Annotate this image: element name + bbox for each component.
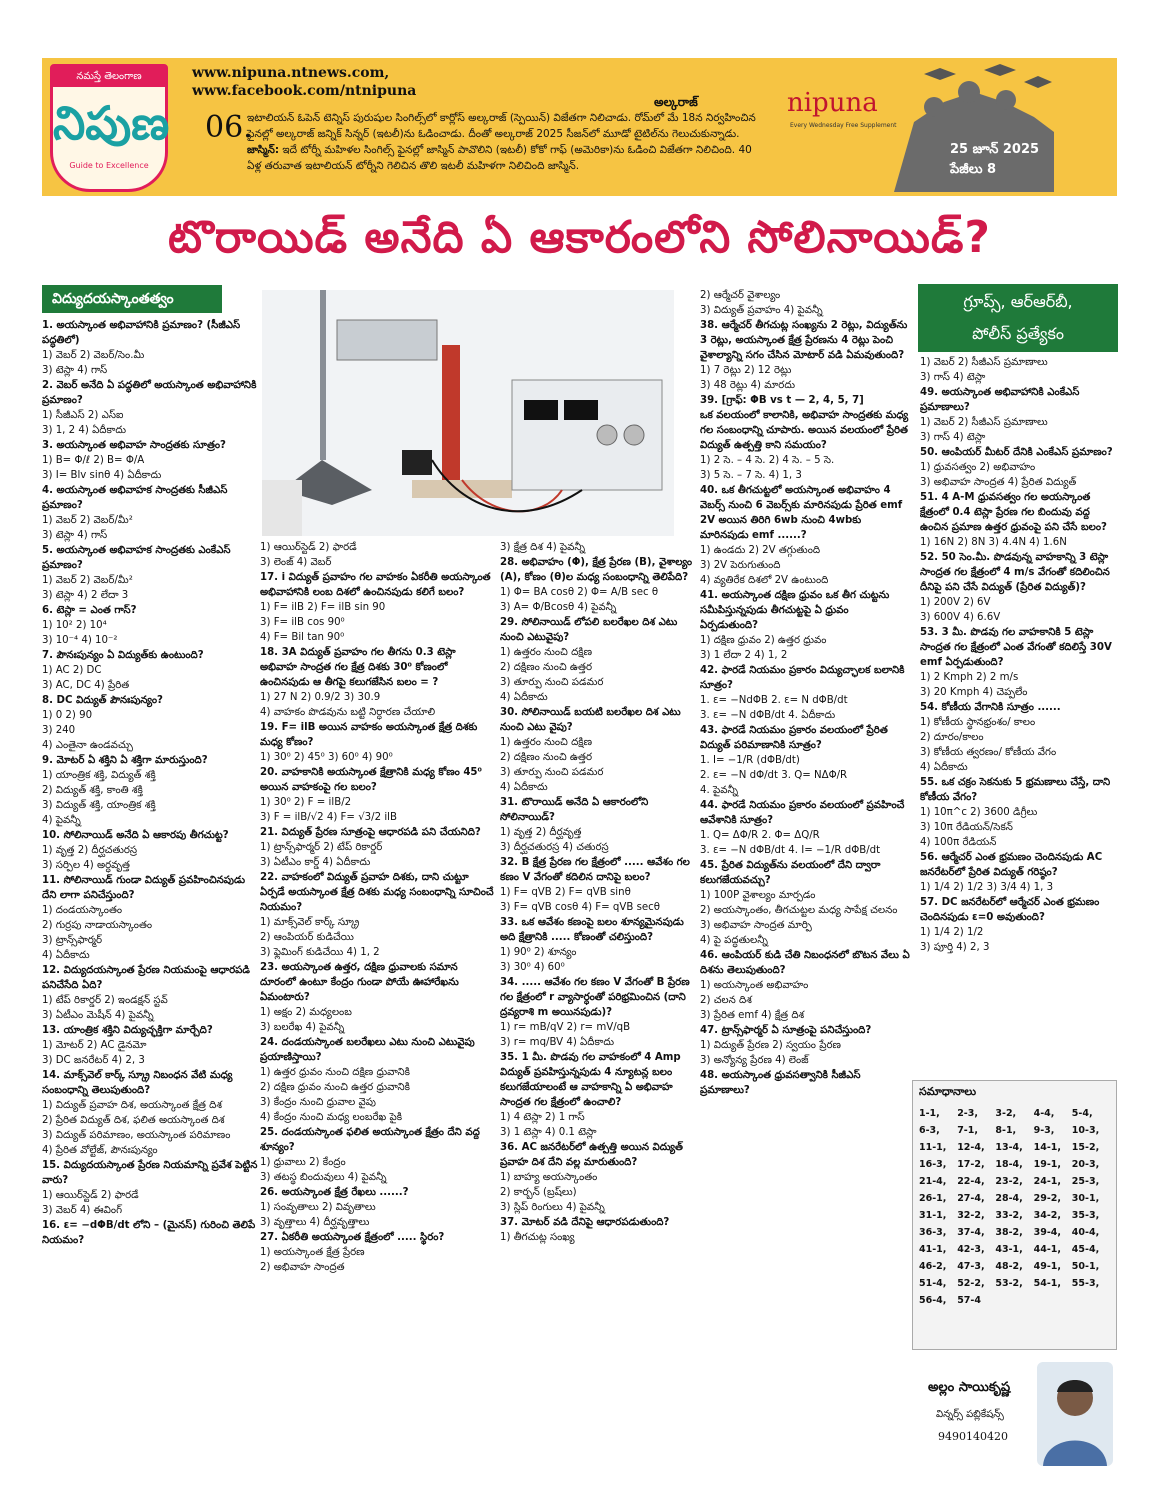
option-text: 1) వృత్త 2) దీర్ఘవృత్త bbox=[500, 827, 582, 838]
option-text: 1. Q= ΔΦ/R 2. Φ= ΔQ/R bbox=[700, 830, 820, 841]
question-text: ఒక వలయంలో కాలానికి, అభివాహ సాంద్రతకు మధ్య గల సంబంధాన్ని చూపారు. అయిన వలయంలో ప్రేరిత విద్యుత్ ఉత్పత్తి కాని సమయం? bbox=[700, 410, 909, 451]
option-text: 3) 600V 4) 6.6V bbox=[920, 612, 1001, 623]
special-label-line-1: గ్రూప్స్, ఆర్ఆర్‌బీ, bbox=[963, 292, 1073, 311]
question-text: 45. ప్రేరిత విద్యుత్‌ను వలయంలో దేని ద్వారా కలుగజేయవచ్చు? bbox=[700, 860, 881, 886]
brand-name: nipuna bbox=[787, 88, 878, 118]
option-text: 3) 48 రెట్లు 4) మారదు bbox=[700, 380, 796, 391]
option-text: 1) F= qVB 2) F= qVB sinθ bbox=[500, 887, 631, 898]
option-text: 3) సర్పిల 4) అర్ధవృత్త bbox=[42, 860, 130, 871]
option-text: 1) 1/4 2) 1/2 bbox=[920, 927, 984, 938]
questions-column-2 bbox=[260, 540, 496, 1470]
questions-column-5 bbox=[920, 355, 1118, 1070]
question-text: 41. అయస్కాంత దక్షిణ ధ్రువం ఒక తీగ చుట్టను సమీపిస్తున్నపుడు తీగచుట్టపై ఏ ధ్రువం ఏర్పడుతుంది? bbox=[700, 590, 890, 631]
option-text: 3) 240 bbox=[42, 725, 76, 736]
option-text: 2) ఆంపియర్ కుడిచేయి bbox=[260, 932, 354, 943]
option-text: 2) కార్బన్ (బ్రష్‌లు) bbox=[500, 1187, 577, 1198]
section-label: విద్యుదయస్కాంతత్వం bbox=[42, 285, 222, 313]
option-text: 1) 1/4 2) 1/2 3) 3/4 4) 1, 3 bbox=[920, 882, 1054, 893]
option-text: 3) 5 సె. – 7 సె. 4) 1, 3 bbox=[700, 470, 802, 481]
answer-item: 48-2, bbox=[995, 1261, 1023, 1272]
question-text: 3. అయస్కాంత అభివాహ సాంద్రతకు సూత్రం? bbox=[42, 440, 226, 451]
questions-column-1 bbox=[42, 318, 260, 1468]
option-text: 3) దీర్ఘచతురస్ర 4) చతురస్ర bbox=[500, 842, 609, 853]
option-text: 3) టెస్లా 4) గాస్ bbox=[42, 365, 108, 376]
option-text: 1) మోటర్ 2) AC డైనమో bbox=[42, 1040, 147, 1051]
question-text: 51. 4 A-M ధ్రువసత్వం గల అయస్కాంత క్షేత్రంలో 0.4 టెస్లా ప్రేరణ గల బిందువు వద్ద ఉంచిన ప్రమాణ ఉత్తర ధ్రువంపై పని చేసే బలం? bbox=[920, 492, 1107, 533]
option-text: 4) 100π రేడియన్ bbox=[920, 837, 997, 848]
option-text: 3) విద్యుత్ శక్తి, యాంత్రిక శక్తి bbox=[42, 800, 156, 811]
option-text: 1) 0 2) 90 bbox=[42, 710, 93, 721]
option-text: 3) లెంజ్ 4) వెబర్ bbox=[260, 557, 332, 568]
option-text: 3) DC జనరేటర్ 4) 2, 3 bbox=[42, 1055, 145, 1066]
nipuna-logo bbox=[50, 64, 168, 192]
option-text: 1) మాక్స్‌వెల్ కార్క్ స్క్రూ bbox=[260, 917, 360, 928]
answer-item: 19-1, bbox=[1033, 1159, 1061, 1170]
answer-item: 12-4, bbox=[957, 1142, 985, 1153]
answer-item: 5-4, bbox=[1071, 1108, 1093, 1119]
answer-item: 26-1, bbox=[919, 1193, 947, 1204]
date-text: 25 జూన్ 2025 bbox=[950, 142, 1040, 157]
question-text: 7. పౌనఃపున్యం ఏ విద్యుత్‌కు ఉంటుంది? bbox=[42, 650, 204, 661]
option-text: 1) B= Φ/ℓ 2) B= Φ/A bbox=[42, 455, 145, 466]
option-text: 3) ఏటీఎం మెషీన్ 4) పైవన్నీ bbox=[42, 1010, 154, 1021]
option-text: 2) దక్షిణం నుంచి ఉత్తర bbox=[500, 662, 593, 673]
answer-item: 43-1, bbox=[995, 1244, 1023, 1255]
answer-item: 39-4, bbox=[1033, 1227, 1061, 1238]
answer-item: 20-3, bbox=[1071, 1159, 1100, 1170]
question-text: 20. వాహకానికి అయస్కాంత క్షేత్రానికి మధ్య కోణం 45⁰ అయిన వాహకంపై గల బలం? bbox=[260, 767, 482, 793]
answer-item: 40-4, bbox=[1071, 1227, 1100, 1238]
person-icon bbox=[1037, 1362, 1113, 1466]
option-text: 4) ఏదీకాదు bbox=[42, 950, 90, 961]
special-label-box bbox=[918, 284, 1118, 352]
option-text: 1) F= ilB 2) F= ilB sin 90 bbox=[260, 602, 386, 613]
option-text: 3) ఏటీఎం కార్డ్ 4) ఏదీకాదు bbox=[260, 857, 371, 868]
answer-item: 45-4, bbox=[1071, 1244, 1100, 1255]
answer-item: 42-3, bbox=[957, 1244, 985, 1255]
option-text: 3) ప్రేరిత emf 4) క్షేత్ర దిశ bbox=[700, 1010, 805, 1021]
option-text: 3. ε= −N dΦB/dt 4. I= −1/R dΦB/dt bbox=[700, 845, 881, 856]
option-text: 3) AC, DC 4) ప్రేరిత bbox=[42, 680, 130, 691]
option-text: 3) 10⁻⁴ 4) 10⁻² bbox=[42, 635, 118, 646]
question-text: 14. మాక్స్‌వెల్ కార్క్ స్క్రూ నిబంధన వేటి మధ్య సంబంధాన్ని తెలుపుతుంది? bbox=[42, 1070, 233, 1096]
question-text: 10. సోలినాయిడ్ అనేది ఏ ఆకారపు తీగచుట్ట? bbox=[42, 830, 229, 841]
option-text: 3) 20 Kmph 4) చెప్పలేం bbox=[920, 687, 1028, 698]
option-text: 3) 1 టెస్లా 4) 0.1 టెస్లా bbox=[500, 1127, 597, 1138]
option-text: 1) ఉండదు 2) 2V తగ్గుతుంది bbox=[700, 545, 821, 556]
answer-item: 9-3, bbox=[1033, 1125, 1055, 1136]
question-text: 27. ఏకరీతి అయస్కాంత క్షేత్రంలో ..... స్థిరం? bbox=[260, 1232, 445, 1243]
answer-item: 38-2, bbox=[995, 1227, 1023, 1238]
option-text: 1) టేప్ రికార్డర్ 2) ఇండక్షన్ స్టవ్ bbox=[42, 995, 168, 1006]
option-text: 2) విద్యుత్ శక్తి, కాంతి శక్తి bbox=[42, 785, 143, 796]
question-text: 47. ట్రాన్స్‌ఫార్మర్ ఏ సూత్రంపై పనిచేస్తుంది? bbox=[700, 1025, 872, 1036]
question-text: 24. దండయస్కాంత బలరేఖలు ఎటు నుంచి ఎటువైపు ప్రయాణిస్తాయి? bbox=[260, 1037, 475, 1063]
option-text: 1) 10π^c 2) 3600 డిగ్రీలు bbox=[920, 807, 1038, 818]
answer-item: 51-4, bbox=[919, 1278, 947, 1289]
question-text: 9. మోటర్ ఏ శక్తిని ఏ శక్తిగా మారుస్తుంది? bbox=[42, 755, 208, 766]
special-label-line-2: పోలీస్ ప్రత్యేకం bbox=[972, 324, 1064, 343]
question-text: 29. సోలినాయిడ్ లోపలి బలరేఖల దిశ ఎటు నుంచి ఎటువైపు? bbox=[500, 617, 678, 643]
answer-item: 15-2, bbox=[1071, 1142, 1100, 1153]
question-text: 13. యాంత్రిక శక్తిని విద్యుచ్ఛక్తిగా మార్చేది? bbox=[42, 1025, 213, 1036]
option-text: 1) ధ్రువాలు 2) కేంద్రం bbox=[260, 1157, 346, 1168]
question-text: 36. AC జనరేటర్‌లో ఉత్పత్తి అయిన విద్యుత్ ప్రవాహ దిశ దేని వల్ల మారుతుంది? bbox=[500, 1142, 683, 1168]
question-text: 15. విద్యుదయస్కాంత ప్రేరణ నియమాన్ని ప్రవేశ పెట్టిన వారు? bbox=[42, 1160, 258, 1186]
option-text: 2. ε= −N dΦ/dt 3. Q= NΔΦ/R bbox=[700, 770, 848, 781]
website-links bbox=[192, 64, 416, 100]
answer-item: 46-2, bbox=[919, 1261, 947, 1272]
option-text: 1) వెబర్ 2) వెబర్/మీ² bbox=[42, 515, 133, 526]
answer-item: 8-1, bbox=[995, 1125, 1017, 1136]
question-text: 57. DC జనరేటర్‌లో ఆర్మేచర్ ఎంత భ్రమణం చెందినపుడు ε=0 అవుతుంది? bbox=[920, 897, 1100, 923]
option-text: 3) అభివాహ సాంద్రత 4) ప్రేరిత విద్యుత్ bbox=[920, 477, 1077, 488]
option-text: 4) కేంద్రం నుంచి మధ్య లంబరేఖ పైకి bbox=[260, 1112, 403, 1123]
questions-column-4 bbox=[700, 288, 910, 1468]
question-text: 42. ఫారడే నియమం ప్రకారం విద్యుచ్ఛాలక బలానికి సూత్రం? bbox=[700, 665, 905, 691]
option-text: 3) తూర్పు నుంచి పడమర bbox=[500, 677, 604, 688]
logo-title: నిపుణ bbox=[53, 96, 170, 150]
option-text: 3) తటస్థ బిందువులు 4) పైవన్నీ bbox=[260, 1172, 387, 1183]
question-text: 5. అయస్కాంత అభివాహక సాంద్రతకు ఎంకేఎస్ ప్రమాణం? bbox=[42, 545, 231, 571]
answer-item: 23-2, bbox=[995, 1176, 1023, 1187]
question-text: 23. అయస్కాంత ఉత్తర, దక్షిణ ధ్రువాలకు సమాన దూరంలో ఉంటూ కేంద్రం గుండా పోయే ఊహారేఖను ఏమంటారు? bbox=[260, 962, 459, 1003]
answer-item: 24-1, bbox=[1033, 1176, 1061, 1187]
answer-item: 49-1, bbox=[1033, 1261, 1061, 1272]
option-text: 3) గాస్ 4) టెస్లా bbox=[920, 432, 986, 443]
answer-item: 57-4 bbox=[957, 1295, 981, 1306]
answer-item: 6-3, bbox=[919, 1125, 940, 1136]
answer-item: 41-1, bbox=[919, 1244, 947, 1255]
option-text: 1) 90⁰ 2) శూన్యం bbox=[500, 947, 577, 958]
news-paragraph-1: ఇటాలియన్ ఓపెన్ టెన్నిస్ పురుషుల సింగిల్స్‌లో కార్లోస్ అల్కరాజ్ (స్పెయిన్) విజేతగా నిలిచాడు. రోమ్‌లో మే 18న నిర్వహించిన ఫైనల్లో అల్కరాజ్ జన్నిక్ సిన్నర్ (ఇటలీ)ను ఓడించాడు. దీంతో అల్కరాజ్ 2025 సీజన్‌లో మూడో టైటిల్‌ను గెలుచుకున్నాడు. bbox=[247, 112, 756, 140]
option-text: 3) F= ilB cos 90⁰ bbox=[260, 617, 345, 628]
option-text: 3) F= qVB cosθ 4) F= qVB secθ bbox=[500, 902, 661, 913]
question-text: 17. i విద్యుత్ ప్రవాహం గల వాహకం ఏకరీతి అయస్కాంత అభివాహానికి లంబ దిశలో ఉంచినపుడు కలిగే బలం? bbox=[260, 572, 491, 598]
question-text: 1. అయస్కాంత అభివాహానికి ప్రమాణం? (సీజీఎస్ పద్ధతిలో) bbox=[42, 320, 241, 346]
option-text: 4) F= Bil tan 90⁰ bbox=[260, 632, 345, 643]
question-text: 18. 3A విద్యుత్ ప్రవాహం గల తీగను 0.3 టెస్లా అభివాహ సాంద్రత గల క్షేత్ర దిశకు 30⁰ కోణంలో ఉంచినపుడు ఆ తీగపై కలుగజేసిన బలం = ? bbox=[260, 647, 456, 688]
brand-tagline: Every Wednesday Free Supplement bbox=[790, 122, 897, 129]
option-text: 1) 10² 2) 10⁴ bbox=[42, 620, 107, 631]
question-text: 28. అభివాహం (Φ), క్షేత్ర ప్రేరణ (B), వైశాల్యం (A), కోణం (θ)ల మధ్య సంబంధాన్ని తెలిపేది? bbox=[500, 557, 693, 583]
option-text: 3) క్షేత్ర దిశ 4) పైవన్నీ bbox=[500, 542, 586, 553]
option-text: 1) అయస్కాంత క్షేత్ర ప్రేరణ bbox=[260, 1247, 365, 1258]
option-text: 1) ట్రాన్స్‌ఫార్మర్ 2) టేప్ రికార్డర్ bbox=[260, 842, 383, 853]
option-text: 1) వెబర్ 2) సీజీఎస్ ప్రమాణాలు bbox=[920, 357, 1048, 368]
answer-item: 56-4, bbox=[919, 1295, 947, 1306]
option-text: 4) వ్యతిరేక దిశలో 2V ఉంటుంది bbox=[700, 575, 829, 586]
question-text: 11. సోలినాయిడ్ గుండా విద్యుత్ ప్రవహించినపుడు దేని లాగా పనిచేస్తుంది? bbox=[42, 875, 246, 901]
answer-item: 25-3, bbox=[1071, 1176, 1100, 1187]
option-text: 2) చలన దిశ bbox=[700, 995, 752, 1006]
option-text: 1) 4 టెస్లా 2) 1 గాస్ bbox=[500, 1112, 585, 1123]
option-text: 1) బాహ్య అయస్కాంతం bbox=[500, 1172, 598, 1183]
option-text: 1) 16N 2) 8N 3) 4.4N 4) 1.6N bbox=[920, 537, 1067, 548]
question-text: 30. సోలినాయిడ్ బయటి బలరేఖల దిశ ఎటు నుంచి ఎటు వైపు? bbox=[500, 707, 681, 733]
issue-date bbox=[950, 140, 1039, 180]
option-text: 3) 1 లేదా 2 4) 1, 2 bbox=[700, 650, 788, 661]
option-text: 3) అన్యోన్య ప్రేరణ 4) లెంజ్ bbox=[700, 1055, 809, 1066]
answers-grid bbox=[919, 1105, 1110, 1309]
option-text: 2) అయస్కాంతం, తీగచుట్టల మధ్య సాపేక్ష చలనం bbox=[700, 905, 898, 916]
option-text: 1) 200V 2) 6V bbox=[920, 597, 991, 608]
question-text: 35. 1 మీ. పొడవు గల వాహకంలో 4 Amp విద్యుత్ ప్రవహిస్తున్నపుడు 4 న్యూటన్ల బలం కలుగజేయాలంటే ఆ వాహకాన్ని ఏ అభివాహ సాంద్రత గల క్షేత్రంలో ఉంచాలి? bbox=[500, 1052, 681, 1108]
option-text: 3) పూర్తి 4) 2, 3 bbox=[920, 942, 990, 953]
question-text: 19. F= ilB అయిన వాహకం అయస్కాంత క్షేత్ర దిశకు మధ్య కోణం? bbox=[260, 722, 478, 748]
option-text: 1) 27 N 2) 0.9/2 3) 30.9 bbox=[260, 692, 381, 703]
option-text: 1) ఆయిర్‌స్టెడ్ 2) ఫారడే bbox=[260, 542, 357, 553]
question-text: 55. ఒక చక్రం సెకనుకు 5 భ్రమణాలు చేస్తే, దాని కోణీయ వేగం? bbox=[920, 777, 1111, 803]
option-text: 1) దక్షిణ ధ్రువం 2) ఉత్తర ధ్రువం bbox=[700, 635, 827, 646]
question-text: 12. విద్యుదయస్కాంత ప్రేరణ నియమంపై ఆధారపడి పనిచేసేది ఏది? bbox=[42, 965, 250, 991]
option-text: 2) గుర్రపు నాడాయస్కాంతం bbox=[42, 920, 153, 931]
option-text: 2) ప్రేరిత విద్యుత్ దిశ, ఫలిత అయస్కాంత దిశ bbox=[42, 1115, 225, 1126]
answer-item: 33-2, bbox=[995, 1210, 1023, 1221]
news-label-2: జాస్మిన్: bbox=[247, 144, 280, 156]
question-text: 54. కోణీయ వేగానికి సూత్రం ...... bbox=[920, 702, 1061, 713]
answer-item: 50-1, bbox=[1071, 1261, 1100, 1272]
website-link[interactable]: www.nipuna.ntnews.com, bbox=[192, 65, 390, 81]
option-text: 4) ప్రేరిత వోల్టేజ్, పౌనఃపున్యం bbox=[42, 1145, 158, 1156]
option-text: 1) 30⁰ 2) 45⁰ 3) 60⁰ 4) 90⁰ bbox=[260, 752, 393, 763]
option-text: 3) A= Φ/Bcosθ 4) పైవన్నీ bbox=[500, 602, 617, 613]
option-text: 3) వెబర్ 4) ఈవింగ్ bbox=[42, 1205, 123, 1216]
option-text: 1) 2 Kmph 2) 2 m/s bbox=[920, 672, 1019, 683]
page-headline: టొరాయిడ్ అనేది ఏ ఆకారంలోని సోలినాయిడ్? bbox=[168, 212, 991, 263]
question-text: 49. అయస్కాంత అభివాహానికి ఎంకేఎస్ ప్రమాణాలు? bbox=[920, 387, 1080, 413]
option-text: 3) టెస్లా 4) గాస్ bbox=[42, 530, 108, 541]
option-text: 3) వృత్తాలు 4) దీర్ఘవృత్తాలు bbox=[260, 1217, 370, 1228]
answer-item: 44-1, bbox=[1033, 1244, 1061, 1255]
answer-item: 52-2, bbox=[957, 1278, 985, 1289]
question-text: 33. ఒక ఆవేశం కణంపై బలం శూన్యమైనపుడు అది క్షేత్రానికి ..... కోణంతో చలిస్తుంది? bbox=[500, 917, 684, 943]
question-text: 44. ఫారడే నియమం ప్రకారం వలయంలో ప్రవహించే ఆవేశానికి సూత్రం? bbox=[700, 800, 905, 826]
option-text: 3) 30⁰ 4) 60⁰ bbox=[500, 962, 565, 973]
answer-item: 54-1, bbox=[1033, 1278, 1061, 1289]
masthead-banner bbox=[42, 58, 1117, 196]
answer-item: 35-3, bbox=[1071, 1210, 1100, 1221]
option-text: 2) దక్షిణం నుంచి ఉత్తర bbox=[500, 752, 593, 763]
answer-item: 7-1, bbox=[957, 1125, 978, 1136]
option-text: 3) 2V పెరుగుతుంది bbox=[700, 560, 781, 571]
answer-item: 27-4, bbox=[957, 1193, 985, 1204]
answer-item: 1-1, bbox=[919, 1108, 940, 1119]
option-text: 1) ఉత్తర ధ్రువం నుంచి దక్షిణ ధ్రువానికి bbox=[260, 1067, 410, 1078]
avatar bbox=[1037, 1362, 1113, 1466]
answer-item: 17-2, bbox=[957, 1159, 985, 1170]
facebook-link[interactable]: www.facebook.com/ntnipuna bbox=[192, 83, 417, 99]
apparatus-photo bbox=[262, 290, 674, 536]
question-text: 8. DC విద్యుత్ పౌనఃపున్యం? bbox=[42, 695, 163, 706]
option-text: 1) ఉత్తరం నుంచి దక్షిణ bbox=[500, 737, 593, 748]
answer-item: 28-4, bbox=[995, 1193, 1023, 1204]
author-name: అల్లం సాయికృష్ణ bbox=[928, 1380, 1011, 1395]
option-text: 3) ఫ్లెమింగ్ కుడిచేయి 4) 1, 2 bbox=[260, 947, 380, 958]
news-brief bbox=[247, 110, 757, 174]
answer-item: 11-1, bbox=[919, 1142, 947, 1153]
answer-item: 10-3, bbox=[1071, 1125, 1100, 1136]
answer-item: 29-2, bbox=[1033, 1193, 1061, 1204]
option-text: 3) అభివాహ సాంద్రత మార్పి bbox=[700, 920, 812, 931]
author-phone: 9490140420 bbox=[938, 1430, 1008, 1443]
option-text: 3) r= mq/BV 4) ఏదీకాదు bbox=[500, 1037, 615, 1048]
questions-column-3 bbox=[500, 540, 696, 1470]
option-text: 1) యాంత్రిక శక్తి, విద్యుత్ శక్తి bbox=[42, 770, 156, 781]
question-text: 34. ..... ఆవేశం గల కణం V వేగంతో B ప్రేరణ గల క్షేత్రంలో r వ్యాసార్ధంతో పరిభ్రమించిన (దాని ద్రవ్యరాశి m అయినపుడు)? bbox=[500, 977, 690, 1018]
option-text: 1) 30⁰ 2) F = ilB/2 bbox=[260, 797, 352, 808]
option-text: 1) ఉత్తరం నుంచి దక్షిణ bbox=[500, 647, 593, 658]
option-text: 1) 100P వైశాల్యం మార్పడం bbox=[700, 890, 816, 901]
question-text: 39. [గ్రాఫ్: ΦB vs t — 2, 4, 5, 7] bbox=[700, 395, 864, 406]
answer-item: 31-1, bbox=[919, 1210, 947, 1221]
answer-item: 2-3, bbox=[957, 1108, 978, 1119]
option-text: 2) దూరం/కాలం bbox=[920, 732, 984, 743]
answers-box bbox=[912, 1080, 1117, 1350]
option-text: 1) AC 2) DC bbox=[42, 665, 102, 676]
answer-item: 3-2, bbox=[995, 1108, 1017, 1119]
answer-item: 13-4, bbox=[995, 1142, 1023, 1153]
answer-item: 21-4, bbox=[919, 1176, 947, 1187]
option-text: 3) కేంద్రం నుంచి ధ్రువాల వైపు bbox=[260, 1097, 376, 1108]
question-text: 52. 50 సెం.మీ. పొడవున్న వాహకాన్ని 3 టెస్లా సాంద్రత గల క్షేత్రంలో 4 m/s వేగంతో కదిలించిన దీనిపై పని చేసే విద్యుత్ (ప్రేరిత విద్యుత్)? bbox=[920, 552, 1110, 593]
option-text: 1) వెబర్ 2) వెబర్/సెం.మీ bbox=[42, 350, 145, 361]
answer-item: 34-2, bbox=[1033, 1210, 1061, 1221]
answer-item: 30-1, bbox=[1071, 1193, 1100, 1204]
answer-item: 22-4, bbox=[957, 1176, 985, 1187]
option-text: 4) ఎంతైనా ఉండవచ్చు bbox=[42, 740, 133, 751]
option-text: 3) తూర్పు నుంచి పడమర bbox=[500, 767, 604, 778]
option-text: 3) గాస్ 4) టెస్లా bbox=[920, 372, 986, 383]
option-text: 2) ఆర్మేచర్ వైశాల్యం bbox=[700, 290, 781, 301]
option-text: 1) కోణీయ స్థానభ్రంశం/ కాలం bbox=[920, 717, 1036, 728]
answer-item: 47-3, bbox=[957, 1261, 985, 1272]
question-text: 50. ఆంపియర్ మీటర్ దేనికి ఎంకేఎస్ ప్రమాణం? bbox=[920, 447, 1113, 458]
question-text: 26. అయస్కాంత క్షేత్ర రేఖలు ......? bbox=[260, 1187, 409, 1198]
option-text: 1) r= mB/qV 2) r= mV/qB bbox=[500, 1022, 631, 1033]
answer-item: 32-2, bbox=[957, 1210, 985, 1221]
option-text: 3) కోణీయ త్వరణం/ కోణీయ వేగం bbox=[920, 747, 1057, 758]
question-text: 4. అయస్కాంత అభివాహక సాంద్రతకు సీజీఎస్ ప్రమాణం? bbox=[42, 485, 228, 511]
question-text: 31. టొరాయిడ్ అనేది ఏ ఆకారంలోని సోలినాయిడ్? bbox=[500, 797, 649, 823]
option-text: 3) F = ilB/√2 4) F= √3/2 ilB bbox=[260, 812, 397, 823]
option-text: 1) 7 రెట్లు 2) 12 రెట్లు bbox=[700, 365, 792, 376]
question-text: 25. దండయస్కాంత ఫలిత అయస్కాంత క్షేత్రం దేని వద్ద శూన్యం? bbox=[260, 1127, 480, 1153]
answer-item: 4-4, bbox=[1033, 1108, 1055, 1119]
option-text: 4. పైవన్నీ bbox=[700, 785, 739, 796]
option-text: 3) టెస్లా 4) 2 లేదా 3 bbox=[42, 590, 129, 601]
question-text: 43. ఫారడే నియమం ప్రకారం వలయంలో ప్రేరిత విద్యుత్ పరిమాణానికి సూత్రం? bbox=[700, 725, 888, 751]
option-text: 1) సీజీఎస్ 2) ఎస్ఐ bbox=[42, 410, 124, 421]
option-text: 4) ఏదీకాదు bbox=[500, 782, 548, 793]
option-text: 1) విద్యుత్ ప్రవాహ దిశ, అయస్కాంత క్షేత్ర దిశ bbox=[42, 1100, 222, 1111]
answer-item: 53-2, bbox=[995, 1278, 1023, 1289]
option-text: 1) అక్షం 2) మధ్యలంబ bbox=[260, 1007, 352, 1018]
question-text: 38. ఆర్మేచర్ తీగచుట్ల సంఖ్యను 2 రెట్లు, విద్యుత్‌ను 3 రెట్లు, అయస్కాంత క్షేత్ర ప్రేరణను 4 రెట్లు పెంచి వైశాల్యాన్ని సగం చేసిన మోటార్ వడి ఏమవుతుంది? bbox=[700, 320, 908, 361]
answer-item: 16-3, bbox=[919, 1159, 947, 1170]
option-text: 4) పైవన్నీ bbox=[42, 815, 81, 826]
answer-item: 37-4, bbox=[957, 1227, 985, 1238]
option-text: 1) దండయస్కాంతం bbox=[42, 905, 123, 916]
option-text: 4) పై పద్ధతులన్నీ bbox=[700, 935, 768, 946]
answer-item: 36-3, bbox=[919, 1227, 947, 1238]
option-text: 4) ఏదీకాదు bbox=[500, 692, 548, 703]
logo-tagline: నమస్తే తెలంగాణ bbox=[53, 67, 165, 87]
answer-item: 55-3, bbox=[1071, 1278, 1100, 1289]
page-count: పేజీలు 8 bbox=[950, 162, 997, 177]
question-text: 53. 3 మీ. పొడవు గల వాహకానికి 5 టెస్లా సాంద్రత గల క్షేత్రంలో ఎంత వేగంతో కదిలిస్తే 30V emf ఏర్పడుతుంది? bbox=[920, 627, 1112, 668]
option-text: 3. ε= −N dΦB/dt 4. ఏదీకాదు bbox=[700, 710, 836, 721]
option-text: 1) ఆయిర్‌స్టెడ్ 2) ఫారడే bbox=[42, 1190, 139, 1201]
option-text: 1) 2 సె. – 4 సె. 2) 4 సె. – 5 సె. bbox=[700, 455, 835, 466]
option-text: 1. I= −1/R (dΦB/dt) bbox=[700, 755, 800, 766]
option-text: 3) 10π రేడియన్/సెకన్ bbox=[920, 822, 1013, 833]
question-text: 48. అయస్కాంత ధ్రువసత్వానికి సీజీఎస్ ప్రమాణాలు? bbox=[700, 1070, 861, 1096]
question-text: 22. వాహకంలో విద్యుత్ ప్రవాహ దిశకు, దాని చుట్టూ ఏర్పడే అయస్కాంత క్షేత్ర దిశకు మధ్య సంబంధాన్ని సూచించే నియమం? bbox=[260, 872, 494, 913]
answer-item: 14-1, bbox=[1033, 1142, 1061, 1153]
option-text: 3) I= Blv sinθ 4) ఏదీకాదు bbox=[42, 470, 162, 481]
option-text: 1) అయస్కాంత అభివాహం bbox=[700, 980, 809, 991]
option-text: 1) విద్యుత్ ప్రేరణ 2) స్వయం ప్రేరణ bbox=[700, 1040, 841, 1051]
option-text: 2) అభివాహ సాంద్రత bbox=[260, 1262, 345, 1273]
option-text: 3) స్లిప్ రింగులు 4) పైవన్నీ bbox=[500, 1202, 605, 1213]
option-text: 3) 1, 2 4) ఏదీకాదు bbox=[42, 425, 127, 436]
question-text: 21. విద్యుత్ ప్రేరణ సూత్రంపై ఆధారపడి పని చేయనిది? bbox=[260, 827, 481, 838]
question-text: 40. ఒక తీగచుట్టలో అయస్కాంత అభివాహం 4 వెబర్స్ నుంచి 6 వెబర్స్‌కు మారినపుడు ప్రేరిత emf 2V అయిన తిరిగి 6wb నుంచి 4wbకు మారినపుడు emf ......? bbox=[700, 485, 903, 541]
lab-apparatus-icon bbox=[262, 290, 674, 536]
option-text: 4) వాహకం పొడవును బట్టి నిర్ధారణ చేయాలి bbox=[260, 707, 436, 718]
question-text: 32. B క్షేత్ర ప్రేరణ గల క్షేత్రంలో ..... ఆవేశం గల కణం V వేగంతో కదిలిన దానిపై బలం? bbox=[500, 857, 690, 883]
question-text: 56. ఆర్మేచర్ ఎంత భ్రమణం చెందినపుడు AC జనరేటర్‌లో ప్రేరిత విద్యుత్ గరిష్ఠం? bbox=[920, 852, 1103, 878]
option-text: 1) Φ= BA cosθ 2) Φ= A/B sec θ bbox=[500, 587, 659, 598]
option-text: 2) దక్షిణ ధ్రువం నుంచి ఉత్తర ధ్రువానికి bbox=[260, 1082, 410, 1093]
author-card bbox=[912, 1358, 1117, 1470]
issue-number: 06. bbox=[205, 110, 253, 145]
option-text: 1) ధ్రువసత్వం 2) అభివాహం bbox=[920, 462, 1036, 473]
option-text: 1) వెబర్ 2) వెబర్/మీ² bbox=[42, 575, 133, 586]
option-text: 1) వృత్త 2) దీర్ఘచతురస్ర bbox=[42, 845, 138, 856]
news-heading: అల్కరాజ్ bbox=[654, 95, 698, 109]
author-organization: విన్నర్స్ పబ్లికేషన్స్ bbox=[936, 1409, 1004, 1420]
logo-subtitle: Guide to Excellence bbox=[69, 161, 149, 170]
question-text: 2. వెబర్ అనేది ఏ పద్ధతిలో అయస్కాంత అభివాహానికి ప్రమాణం? bbox=[42, 380, 257, 406]
option-text: 1) వెబర్ 2) సీజీఎస్ ప్రమాణాలు bbox=[920, 417, 1048, 428]
question-text: 16. ε= −dΦB/dt లోని – (మైనస్) గురించి తెలిపే నియమం? bbox=[42, 1220, 256, 1246]
option-text: 3) ట్రాన్స్‌ఫార్మర్ bbox=[42, 935, 103, 946]
question-text: 37. మోటర్ వడి దేనిపై ఆధారపడుతుంది? bbox=[500, 1217, 670, 1228]
option-text: 4) ఏదీకాదు bbox=[920, 762, 968, 773]
news-paragraph-2: ఇదే టోర్నీ మహిళల సింగిల్స్ ఫైనల్లో జాస్మిన్ పావొలిని (ఇటలీ) కోకో గాఫ్ (అమెరికా)ను ఓడించి విజేతగా నిలిచింది. 40 ఏళ్ల తరువాత ఇటాలియన్ టోర్నీని గెలిచిన తొలి ఇటలీ మహిళగా నిలిచింది జాస్మిన్. bbox=[247, 144, 752, 172]
option-text: 3) విద్యుత్ ప్రవాహం 4) పైవన్నీ bbox=[700, 305, 823, 316]
option-text: 1) సంవృతాలు 2) వివృతాలు bbox=[260, 1202, 376, 1213]
answer-item: 18-4, bbox=[995, 1159, 1023, 1170]
option-text: 1. ε= −NdΦB 2. ε= N dΦB/dt bbox=[700, 695, 848, 706]
question-text: 6. టెస్లా = ఎంత గాస్? bbox=[42, 605, 137, 616]
option-text: 3) బలరేఖ 4) పైవన్నీ bbox=[260, 1022, 345, 1033]
option-text: 1) తీగచుట్ల సంఖ్య bbox=[500, 1232, 575, 1243]
option-text: 3) విద్యుత్ పరిమాణం, అయస్కాంత పరిమాణం bbox=[42, 1130, 231, 1141]
question-text: 46. ఆంపియర్ కుడి చేతి నిబంధనలో బొటన వేలు ఏ దిశను తెలుపుతుంది? bbox=[700, 950, 910, 976]
answers-title: సమాధానాలు bbox=[919, 1085, 977, 1098]
